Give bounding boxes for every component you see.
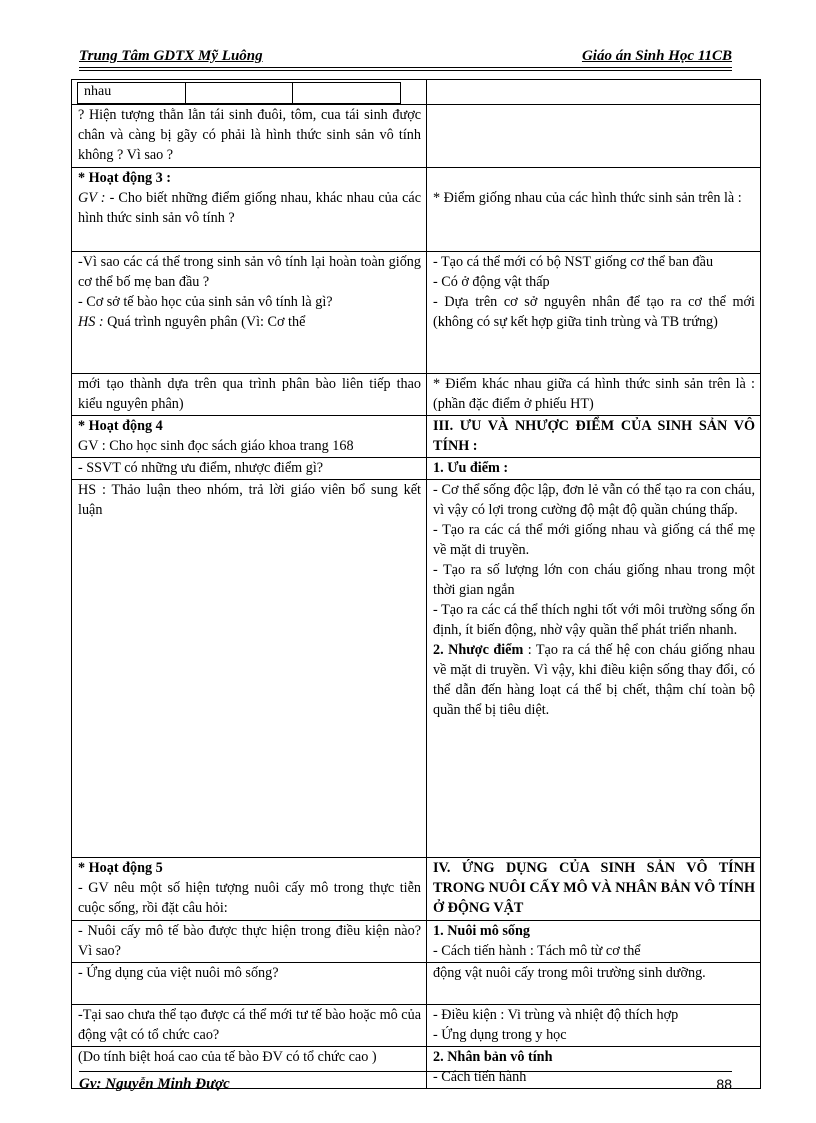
right-cell	[427, 168, 761, 252]
footer-teacher-name: Gv: Nguyễn Minh Được	[79, 1076, 230, 1092]
cell-paragraph	[433, 941, 755, 961]
cell-text: ? Hiện tượng thằn lằn tái sinh đuôi, tôm, cua tái sinh được chân và càng bị gãy có phải là hình thức sinh sản vô tính không ? Vì sao ?	[78, 107, 421, 163]
section-heading: * Hoạt động 3 :	[78, 170, 172, 186]
table-row	[72, 858, 761, 921]
cell-text: Quá trình nguyên phân (Vì: Cơ thể	[107, 314, 306, 330]
page-footer	[79, 1076, 732, 1096]
section-heading: * Hoạt động 5	[78, 860, 163, 876]
header-rule	[79, 67, 732, 68]
table-row	[72, 252, 761, 374]
cell-paragraph	[433, 858, 755, 918]
cell-paragraph	[78, 458, 421, 478]
cell-text: * Điểm giống nhau của các hình thức sinh sản trên là :	[433, 190, 742, 206]
cell-text: - Cho biết những điểm giống nhau, khác nhau của các hình thức sinh sản vô tính ?	[78, 190, 421, 226]
cell-paragraph	[433, 600, 755, 640]
cell-paragraph	[78, 292, 421, 312]
cell-paragraph	[78, 878, 421, 918]
left-cell	[72, 105, 427, 168]
cell-text: - Tạo ra các cá thể thích nghi tốt với môi trường sống ổn định, ít biến động, nhờ vậy quần thể phát triển nhanh.	[433, 602, 755, 638]
left-cell	[72, 963, 427, 1005]
cell-paragraph	[433, 640, 755, 720]
cell-paragraph	[433, 560, 755, 600]
cell-text: - Tạo cá thể mới có bộ NST giống cơ thể ban đầu	[433, 254, 714, 270]
right-cell	[427, 963, 761, 1005]
left-cell	[72, 858, 427, 921]
right-cell	[427, 1005, 761, 1047]
right-cell	[427, 480, 761, 858]
cell-paragraph	[433, 374, 755, 414]
cell-text: - Cách tiến hành : Tách mô từ cơ thể	[433, 943, 641, 959]
lesson-table	[71, 79, 761, 1089]
cell-paragraph	[433, 458, 755, 478]
left-cell	[72, 168, 427, 252]
cell-paragraph	[433, 520, 755, 560]
table-row	[72, 105, 761, 168]
inner-table-cell: nhau	[78, 83, 186, 104]
cell-text: - Ứng dụng của việt nuôi mô sống?	[78, 965, 279, 981]
cell-text: (Do tính biệt hoá cao của tế bào ĐV có tổ chức cao )	[78, 1049, 377, 1065]
cell-text: -Tại sao chưa thể tạo được cá thể mới tư tế bào hoặc mô của động vật có tổ chức cao?	[78, 1007, 421, 1043]
right-cell	[427, 416, 761, 458]
page-header	[79, 48, 732, 66]
cell-paragraph	[433, 168, 755, 208]
cell-paragraph	[433, 963, 755, 983]
subheading-label: 2. Nhược điểm	[433, 642, 524, 658]
cell-paragraph	[433, 416, 755, 456]
cell-paragraph	[78, 105, 421, 165]
left-cell	[72, 1005, 427, 1047]
cell-text: -Vì sao các cá thể trong sinh sản vô tính lại hoàn toàn giống cơ thể bố mẹ ban đầu ?	[78, 254, 421, 290]
cell-paragraph	[433, 1025, 755, 1045]
table-row	[72, 458, 761, 480]
section-heading: IV. ỨNG DỤNG CỦA SINH SẢN VÔ TÍNH TRONG NUÔI CẤY MÔ VÀ NHÂN BẢN VÔ TÍNH Ở ĐỘNG VẬT	[433, 860, 755, 916]
left-cell	[72, 252, 427, 374]
right-cell	[427, 252, 761, 374]
cell-paragraph	[433, 272, 755, 292]
section-heading: 2. Nhân bản vô tính	[433, 1049, 553, 1065]
header-document-title: Giáo án Sinh Học 11CB	[581, 48, 732, 64]
header-rule-thin	[79, 70, 732, 71]
left-cell	[72, 921, 427, 963]
cell-paragraph	[433, 292, 755, 332]
left-cell	[72, 458, 427, 480]
cell-text: - Điều kiện : Vi trùng và nhiệt độ thích hợp	[433, 1007, 679, 1023]
right-cell	[427, 80, 761, 105]
left-cell	[72, 480, 427, 858]
table-row	[72, 374, 761, 416]
table-row	[72, 168, 761, 252]
cell-paragraph	[78, 921, 421, 961]
cell-text: - Tạo ra các cá thể mới giống nhau và giống cá thể mẹ về mặt di truyền.	[433, 522, 755, 558]
cell-text: - Cơ sở tế bào học của sinh sản vô tính là gì?	[78, 294, 333, 310]
header-center-name: Trung Tâm GDTX Mỹ Luông	[79, 48, 263, 64]
cell-paragraph	[433, 252, 755, 272]
cell-text: - SSVT có những ưu điểm, nhược điểm gì?	[78, 460, 324, 476]
cell-text: mới tạo thành dựa trên qua trình phân bào liên tiếp thao kiểu nguyên phân)	[78, 376, 421, 412]
section-heading: 1. Nuôi mô sống	[433, 923, 530, 939]
table-row	[72, 1005, 761, 1047]
right-cell	[427, 105, 761, 168]
right-cell	[427, 374, 761, 416]
cell-paragraph	[78, 188, 421, 228]
cell-paragraph	[78, 858, 421, 878]
table-row	[72, 416, 761, 458]
section-heading: 1. Ưu điểm :	[433, 460, 509, 476]
right-cell	[427, 921, 761, 963]
cell-paragraph	[78, 963, 421, 983]
cell-text: * Điểm khác nhau giữa cá hình thức sinh sản trên là : (phần đặc điểm ở phiếu HT)	[433, 376, 755, 412]
cell-paragraph	[433, 1005, 755, 1025]
cell-paragraph	[78, 436, 421, 456]
table-row	[72, 921, 761, 963]
cell-text: - GV nêu một số hiện tượng nuôi cấy mô trong thực tiễn cuộc sống, rồi đặt câu hỏi:	[78, 880, 421, 916]
section-heading: * Hoạt động 4	[78, 418, 163, 434]
cell-text: - Cách tiến hành	[433, 1069, 527, 1085]
page-number: 88	[716, 1076, 732, 1092]
left-cell	[72, 416, 427, 458]
cell-text: HS : Thảo luận theo nhóm, trả lời giáo viên bổ sung kết luận	[78, 482, 421, 518]
left-cell	[72, 80, 427, 105]
cell-paragraph	[78, 1047, 421, 1067]
right-cell	[427, 858, 761, 921]
inner-table	[77, 82, 401, 104]
cell-paragraph	[433, 480, 755, 520]
cell-text: động vật nuôi cấy trong môi trường sinh dưỡng.	[433, 965, 706, 981]
cell-paragraph	[78, 312, 421, 332]
cell-text: - Nuôi cấy mô tế bào được thực hiện trong điều kiện nào? Vì sao?	[78, 923, 421, 959]
left-cell	[72, 374, 427, 416]
cell-paragraph	[78, 168, 421, 188]
cell-paragraph	[433, 1047, 755, 1067]
speaker-label: HS :	[78, 314, 108, 330]
cell-text: - Cơ thể sống độc lập, đơn lẻ vẫn có thể tạo ra con cháu, vì vậy có lợi trong cường độ mật độ quần chúng thấp.	[433, 482, 755, 518]
right-cell	[427, 458, 761, 480]
table-row	[72, 963, 761, 1005]
inner-table-cell	[293, 83, 401, 104]
cell-paragraph	[78, 374, 421, 414]
cell-paragraph	[78, 480, 421, 520]
cell-paragraph	[78, 416, 421, 436]
cell-text: GV : Cho học sinh đọc sách giáo khoa trang 168	[78, 438, 354, 454]
section-heading: III. ƯU VÀ NHƯỢC ĐIỂM CỦA SINH SẢN VÔ TÍNH :	[433, 418, 755, 454]
speaker-label: GV :	[78, 190, 110, 206]
cell-text: : Tạo ra cá thế hệ con cháu giống nhau về mặt di truyền. Vì vậy, khi điều kiện sống thay đổi, có thể dẫn đến hàng loạt cá thể bị chết, thậm chí toàn bộ quần thể bị tiêu diệt.	[433, 642, 755, 718]
cell-paragraph	[78, 252, 421, 292]
cell-text: - Ứng dụng trong y học	[433, 1027, 567, 1043]
footer-rule	[79, 1071, 732, 1072]
table-row	[72, 480, 761, 858]
cell-paragraph	[78, 1005, 421, 1045]
cell-text: - Tạo ra số lượng lớn con cháu giống nhau trong một thời gian ngắn	[433, 562, 755, 598]
cell-text: - Có ở động vật thấp	[433, 274, 550, 290]
cell-paragraph	[433, 921, 755, 941]
table-row	[72, 80, 761, 105]
cell-text: - Dựa trên cơ sở nguyên nhân để tạo ra cơ thể mới (không có sự kết hợp giữa tinh trùng và TB trứng)	[433, 294, 755, 330]
inner-table-cell	[185, 83, 293, 104]
